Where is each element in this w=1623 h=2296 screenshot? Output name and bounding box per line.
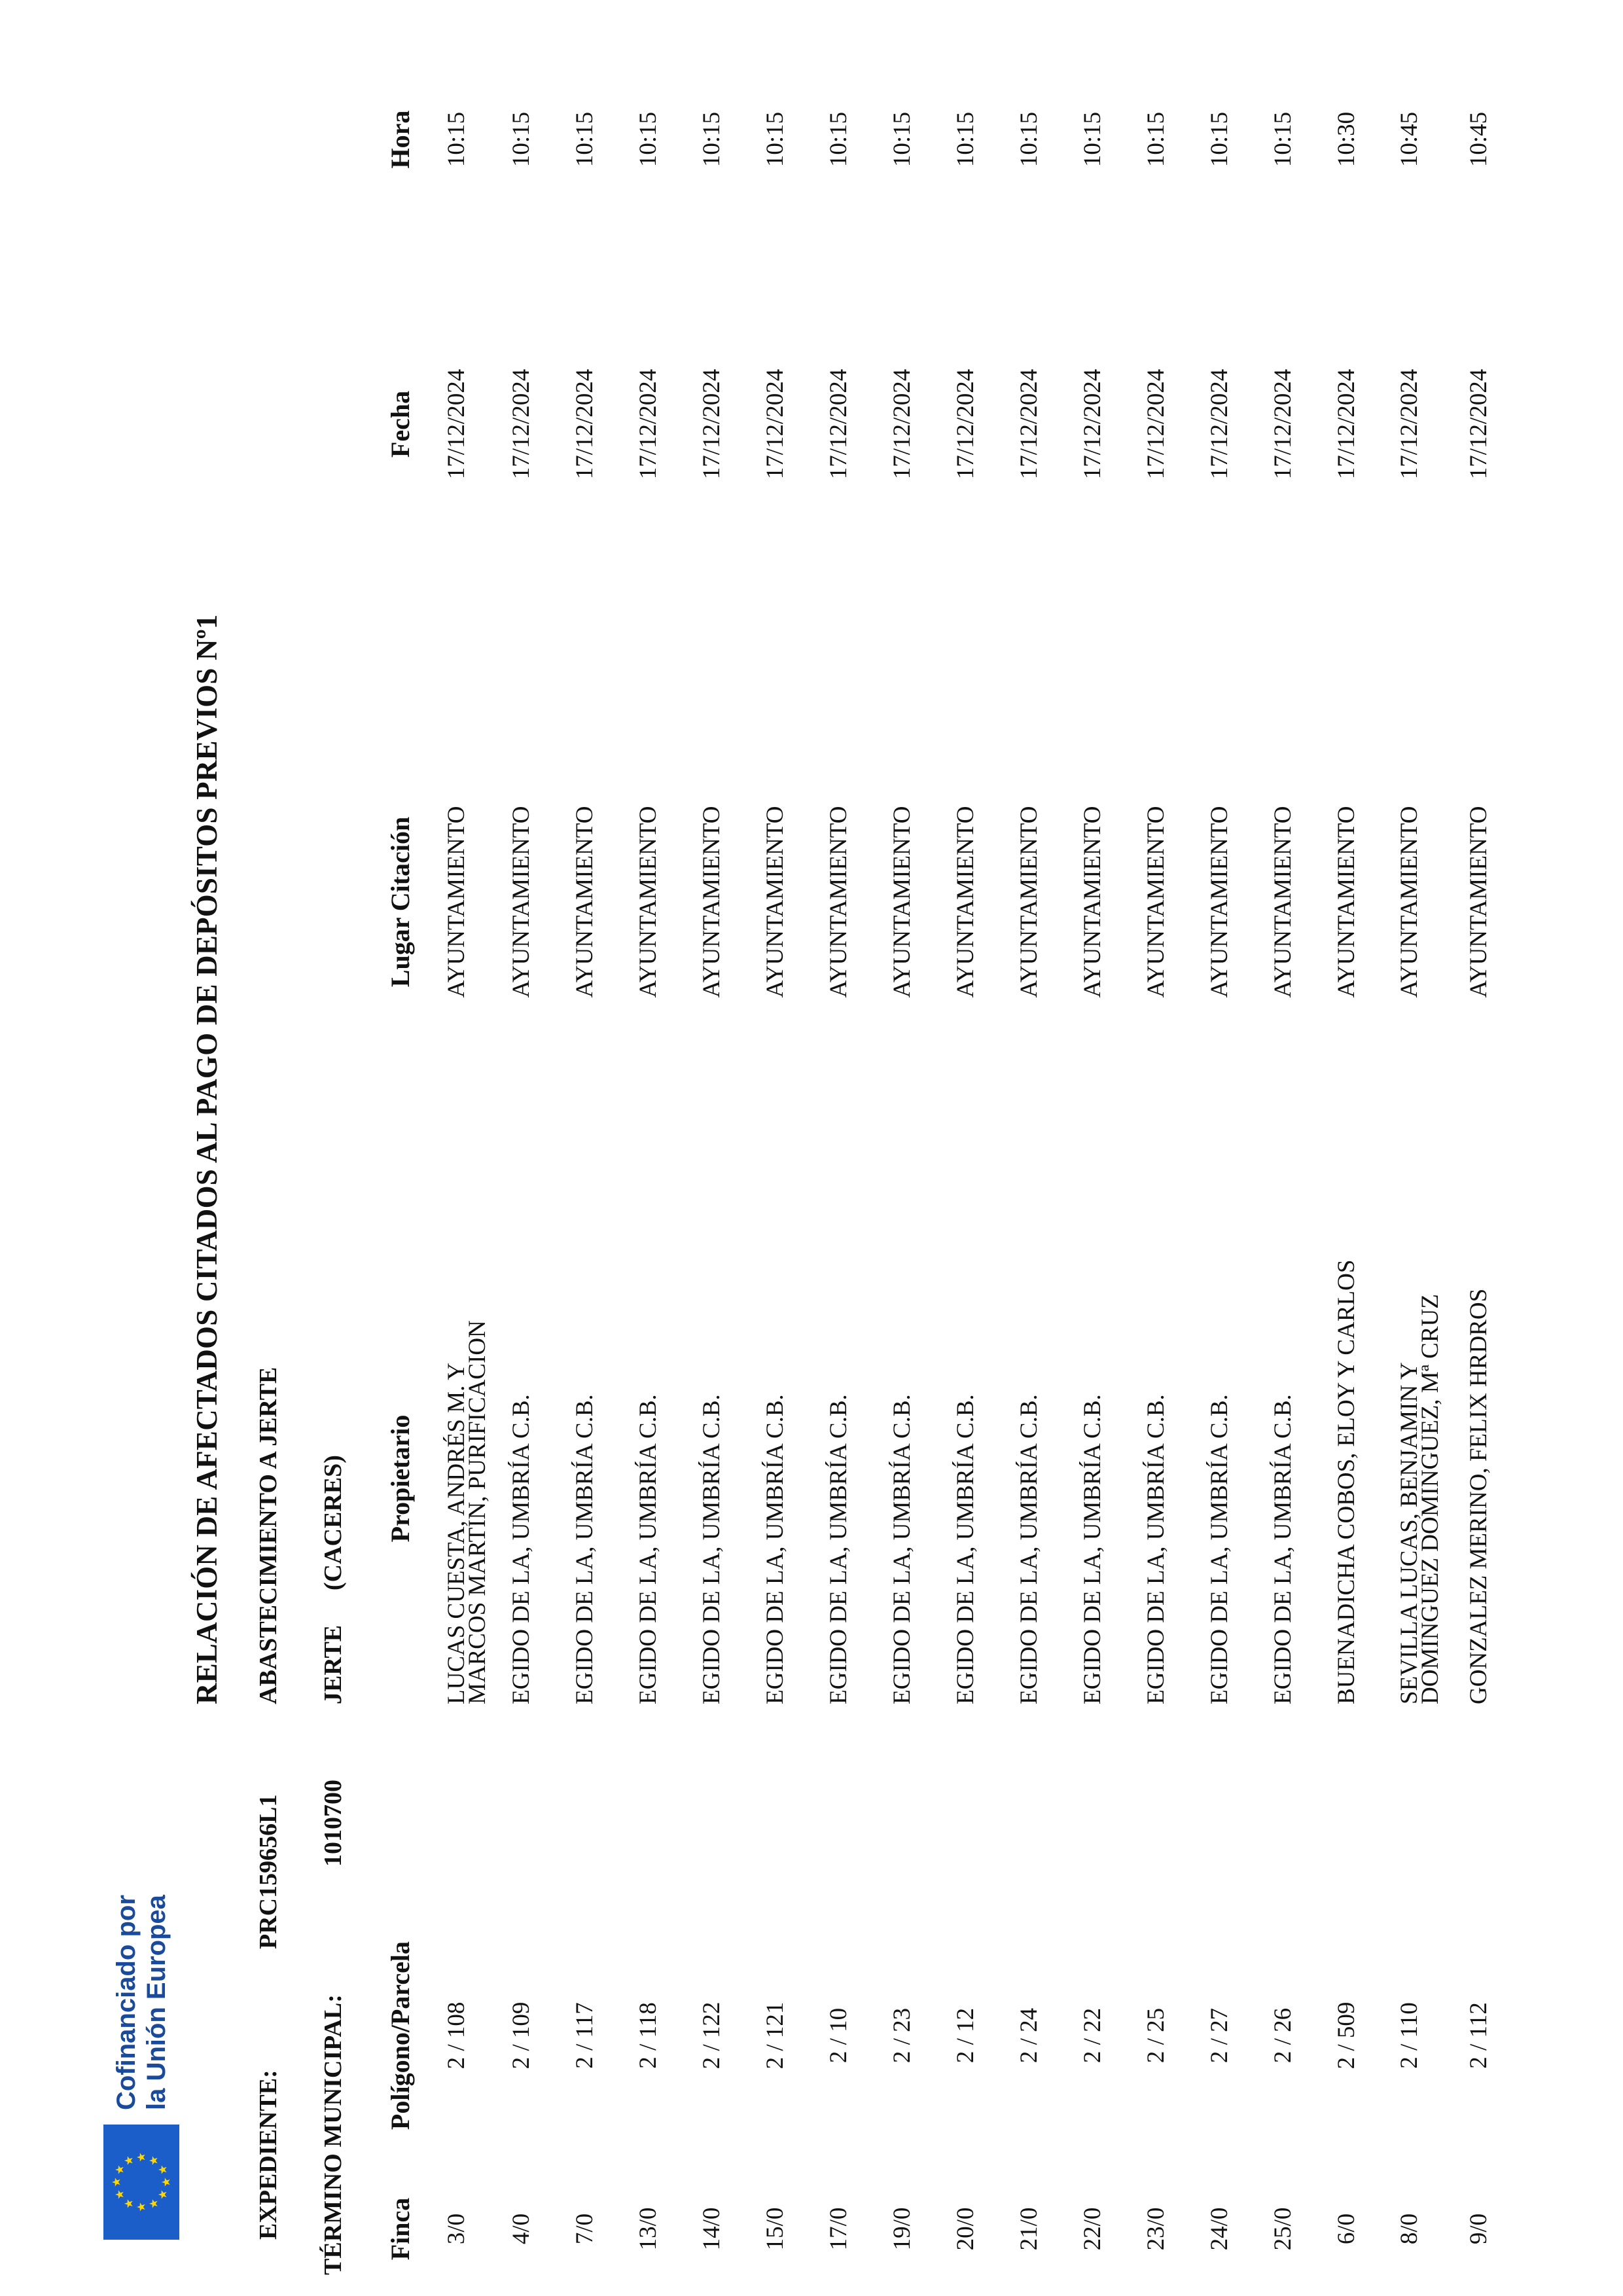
cell-propietario xyxy=(1206,1253,1233,1704)
cell-finca: 6/0 xyxy=(1333,2213,1360,2245)
termino-municipal-code: 1010700 xyxy=(319,1780,347,1867)
cell-propietario xyxy=(825,1253,852,1704)
cell-propietario xyxy=(1333,1253,1360,1704)
header-propietario: Propietario xyxy=(385,1414,415,1543)
propietario-line: MARCOS MARTIN, PURIFICACION xyxy=(464,1320,491,1704)
cell-hora: 10:15 xyxy=(635,111,662,168)
cell-propietario xyxy=(762,1253,789,1704)
cell-fecha: 17/12/2024 xyxy=(1333,368,1360,480)
cell-propietario xyxy=(1270,1253,1296,1704)
propietario-line: EGIDO DE LA, UMBRÍA C.B. xyxy=(889,1394,916,1704)
cell-hora: 10:15 xyxy=(825,111,852,168)
cell-lugar-citacion: AYUNTAMIENTO xyxy=(635,806,662,998)
cell-poligono-parcela: 2 / 23 xyxy=(889,2007,916,2064)
header-finca: Finca xyxy=(385,2197,415,2261)
cell-poligono-parcela: 2 / 22 xyxy=(1079,2007,1106,2064)
cell-fecha: 17/12/2024 xyxy=(1143,368,1169,480)
project-name: ABASTECIMIENTO A JERTE xyxy=(255,1367,282,1704)
cell-lugar-citacion: AYUNTAMIENTO xyxy=(571,806,598,998)
municipality-name: JERTE xyxy=(319,1624,347,1704)
cell-hora: 10:15 xyxy=(443,111,470,168)
cell-hora: 10:15 xyxy=(762,111,789,168)
cell-propietario xyxy=(443,1253,491,1704)
propietario-line: EGIDO DE LA, UMBRÍA C.B. xyxy=(762,1394,789,1704)
cell-hora: 10:15 xyxy=(1206,111,1233,168)
cell-poligono-parcela: 2 / 110 xyxy=(1396,2002,1423,2069)
cell-hora: 10:15 xyxy=(698,111,725,168)
cell-fecha: 17/12/2024 xyxy=(508,368,535,480)
cell-finca: 4/0 xyxy=(508,2213,535,2245)
cell-fecha: 17/12/2024 xyxy=(889,368,916,480)
cell-poligono-parcela: 2 / 117 xyxy=(571,2002,598,2069)
cell-propietario xyxy=(1143,1253,1169,1704)
cell-lugar-citacion: AYUNTAMIENTO xyxy=(762,806,789,998)
expediente-value: PRC159656L1 xyxy=(255,1794,282,1949)
cell-hora: 10:15 xyxy=(508,111,535,168)
propietario-line: BUENADICHA COBOS, ELOY Y CARLOS xyxy=(1333,1259,1360,1704)
cell-lugar-citacion: AYUNTAMIENTO xyxy=(889,806,916,998)
cell-finca: 22/0 xyxy=(1079,2207,1106,2251)
header-fecha: Fecha xyxy=(385,390,415,458)
propietario-line: EGIDO DE LA, UMBRÍA C.B. xyxy=(698,1394,725,1704)
cell-fecha: 17/12/2024 xyxy=(1206,368,1233,480)
cell-poligono-parcela: 2 / 108 xyxy=(443,2001,470,2070)
document-title: RELACIÓN DE AFECTADOS CITADOS AL PAGO DE DEPÓSITOS PREVIOS Nº1 xyxy=(190,614,223,1704)
cell-lugar-citacion: AYUNTAMIENTO xyxy=(1396,806,1423,998)
cell-finca: 13/0 xyxy=(635,2207,662,2251)
propietario-line: EGIDO DE LA, UMBRÍA C.B. xyxy=(1016,1394,1043,1704)
cell-propietario xyxy=(1016,1253,1043,1704)
cell-lugar-citacion: AYUNTAMIENTO xyxy=(1333,806,1360,998)
cell-poligono-parcela: 2 / 25 xyxy=(1143,2007,1169,2064)
cell-fecha: 17/12/2024 xyxy=(1016,368,1043,480)
eu-cofunding-logo xyxy=(103,1895,179,2240)
cell-finca: 19/0 xyxy=(889,2207,916,2251)
cell-poligono-parcela: 2 / 12 xyxy=(952,2007,979,2064)
cell-lugar-citacion: AYUNTAMIENTO xyxy=(508,806,535,998)
cell-fecha: 17/12/2024 xyxy=(698,368,725,480)
termino-municipal-label: TÉRMINO MUNICIPAL: xyxy=(319,1994,347,2275)
cell-hora: 10:15 xyxy=(952,111,979,168)
header-lugar-citacion: Lugar Citación xyxy=(385,816,415,988)
cell-finca: 25/0 xyxy=(1270,2207,1296,2251)
cell-finca: 20/0 xyxy=(952,2207,979,2251)
cell-propietario xyxy=(1079,1253,1106,1704)
propietario-line: SEVILLA LUCAS, BENJAMIN Y xyxy=(1396,1362,1423,1704)
cell-hora: 10:30 xyxy=(1333,111,1360,168)
cell-poligono-parcela: 2 / 122 xyxy=(698,2001,725,2070)
cell-fecha: 17/12/2024 xyxy=(571,368,598,480)
propietario-line: GONZALEZ MERINO, FELIX HRDROS xyxy=(1465,1288,1492,1704)
cell-lugar-citacion: AYUNTAMIENTO xyxy=(952,806,979,998)
cell-finca: 7/0 xyxy=(571,2213,598,2245)
propietario-line: DOMINGUEZ DOMINGUEZ, Mª CRUZ xyxy=(1417,1294,1444,1704)
propietario-line: EGIDO DE LA, UMBRÍA C.B. xyxy=(952,1394,979,1704)
cell-finca: 8/0 xyxy=(1396,2213,1423,2245)
header-poligono-parcela: Polígono/Parcela xyxy=(385,1941,415,2130)
province-name: (CACERES) xyxy=(319,1455,347,1590)
propietario-line: LUCAS CUESTA, ANDRÉS M. Y xyxy=(443,1363,470,1704)
cell-lugar-citacion: AYUNTAMIENTO xyxy=(825,806,852,998)
propietario-line: EGIDO DE LA, UMBRÍA C.B. xyxy=(1143,1394,1169,1704)
cell-fecha: 17/12/2024 xyxy=(443,368,470,480)
cell-poligono-parcela: 2 / 24 xyxy=(1016,2007,1043,2064)
cell-hora: 10:15 xyxy=(571,111,598,168)
cell-lugar-citacion: AYUNTAMIENTO xyxy=(443,806,470,998)
cell-lugar-citacion: AYUNTAMIENTO xyxy=(1016,806,1043,998)
cell-hora: 10:15 xyxy=(1143,111,1169,168)
cell-hora: 10:15 xyxy=(1016,111,1043,168)
cell-hora: 10:45 xyxy=(1396,111,1423,168)
cell-finca: 21/0 xyxy=(1016,2207,1043,2251)
cell-propietario xyxy=(635,1253,662,1704)
cell-lugar-citacion: AYUNTAMIENTO xyxy=(698,806,725,998)
cell-fecha: 17/12/2024 xyxy=(1270,368,1296,480)
propietario-line: EGIDO DE LA, UMBRÍA C.B. xyxy=(508,1394,535,1704)
cell-hora: 10:15 xyxy=(1079,111,1106,168)
propietario-line: EGIDO DE LA, UMBRÍA C.B. xyxy=(571,1394,598,1704)
cell-finca: 15/0 xyxy=(762,2207,789,2251)
logo-line-2: la Unión Europea xyxy=(142,1895,171,2110)
cell-fecha: 17/12/2024 xyxy=(1465,368,1492,480)
cell-fecha: 17/12/2024 xyxy=(825,368,852,480)
cell-propietario xyxy=(571,1253,598,1704)
header-hora: Hora xyxy=(385,110,415,169)
expediente-label: EXPEDIENTE: xyxy=(255,2070,282,2240)
cell-lugar-citacion: AYUNTAMIENTO xyxy=(1465,806,1492,998)
cell-finca: 9/0 xyxy=(1465,2213,1492,2245)
propietario-line: EGIDO DE LA, UMBRÍA C.B. xyxy=(1270,1394,1296,1704)
propietario-line: EGIDO DE LA, UMBRÍA C.B. xyxy=(635,1394,662,1704)
cell-poligono-parcela: 2 / 121 xyxy=(762,2001,789,2070)
cell-propietario xyxy=(889,1253,916,1704)
cell-fecha: 17/12/2024 xyxy=(952,368,979,480)
cell-fecha: 17/12/2024 xyxy=(762,368,789,480)
cell-finca: 3/0 xyxy=(443,2213,470,2245)
cell-poligono-parcela: 2 / 10 xyxy=(825,2007,852,2064)
cell-finca: 17/0 xyxy=(825,2207,852,2251)
cell-fecha: 17/12/2024 xyxy=(1079,368,1106,480)
cell-fecha: 17/12/2024 xyxy=(635,368,662,480)
cell-poligono-parcela: 2 / 509 xyxy=(1333,2001,1360,2070)
cell-lugar-citacion: AYUNTAMIENTO xyxy=(1143,806,1169,998)
cell-hora: 10:45 xyxy=(1465,111,1492,168)
cell-poligono-parcela: 2 / 26 xyxy=(1270,2007,1296,2064)
cell-finca: 24/0 xyxy=(1206,2207,1233,2251)
cell-finca: 14/0 xyxy=(698,2207,725,2251)
cell-hora: 10:15 xyxy=(889,111,916,168)
cell-fecha: 17/12/2024 xyxy=(1396,368,1423,480)
cell-propietario xyxy=(952,1253,979,1704)
cell-propietario xyxy=(508,1253,535,1704)
cell-poligono-parcela: 2 / 109 xyxy=(508,2001,535,2070)
logo-line-1: Cofinanciado por xyxy=(112,1895,141,2110)
propietario-line: EGIDO DE LA, UMBRÍA C.B. xyxy=(1079,1394,1106,1704)
cell-lugar-citacion: AYUNTAMIENTO xyxy=(1270,806,1296,998)
cell-lugar-citacion: AYUNTAMIENTO xyxy=(1206,806,1233,998)
eu-flag-icon xyxy=(103,2125,179,2240)
cell-poligono-parcela: 2 / 118 xyxy=(635,2002,662,2069)
cell-lugar-citacion: AYUNTAMIENTO xyxy=(1079,806,1106,998)
cell-propietario xyxy=(1465,1253,1492,1704)
propietario-line: EGIDO DE LA, UMBRÍA C.B. xyxy=(1206,1394,1233,1704)
propietario-line: EGIDO DE LA, UMBRÍA C.B. xyxy=(825,1394,852,1704)
logo-text xyxy=(111,1895,171,2110)
cell-poligono-parcela: 2 / 112 xyxy=(1465,2002,1492,2069)
cell-hora: 10:15 xyxy=(1270,111,1296,168)
cell-propietario xyxy=(698,1253,725,1704)
cell-propietario xyxy=(1396,1253,1444,1704)
cell-poligono-parcela: 2 / 27 xyxy=(1206,2007,1233,2064)
cell-finca: 23/0 xyxy=(1143,2207,1169,2251)
